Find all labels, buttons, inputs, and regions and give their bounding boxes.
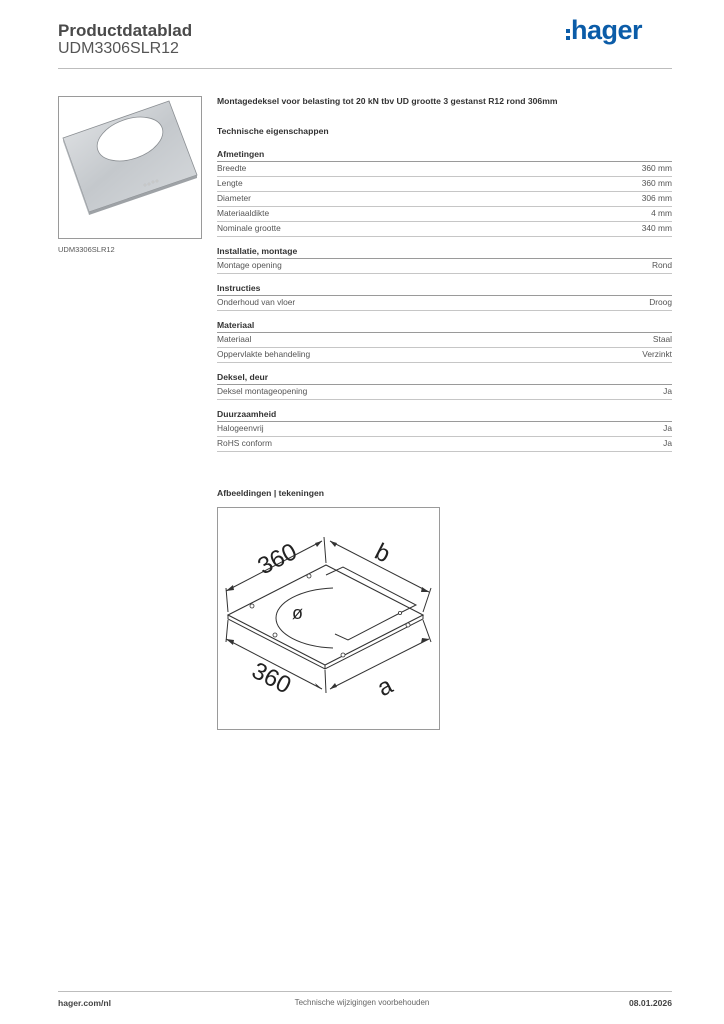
dimension-label-b: b: [370, 538, 395, 569]
spec-label: Materiaaldikte: [217, 208, 270, 218]
dimension-label-a: a: [372, 671, 398, 703]
product-image: [58, 96, 202, 239]
spec-row: [217, 348, 672, 363]
footer-divider: [58, 991, 672, 992]
spec-group-cover: [217, 372, 672, 400]
spec-label: Lengte: [217, 178, 243, 188]
spec-row: [217, 437, 672, 452]
group-title: Materiaal: [217, 320, 672, 333]
spec-label: RoHS conform: [217, 438, 272, 448]
spec-label: Halogeenvrij: [217, 423, 264, 433]
spec-value: Ja: [663, 386, 672, 396]
spec-row: [217, 177, 672, 192]
group-title: Instructies: [217, 283, 672, 296]
logo-dots-icon: [566, 29, 570, 33]
spec-row: [217, 207, 672, 222]
spec-row: [217, 162, 672, 177]
footer-note: Technische wijzigingen voorbehouden: [294, 998, 430, 1007]
group-title: Installatie, montage: [217, 246, 672, 259]
spec-row: [217, 385, 672, 400]
group-title: Afmetingen: [217, 149, 672, 162]
spec-value: Ja: [663, 438, 672, 448]
spec-value: 360 mm: [641, 163, 672, 173]
spec-label: Onderhoud van vloer: [217, 297, 296, 307]
spec-group-material: [217, 320, 672, 363]
brand-logo: hager: [566, 15, 642, 46]
header-divider: [58, 68, 672, 69]
spec-row: [217, 333, 672, 348]
spec-value: Ja: [663, 423, 672, 433]
technical-drawing: [217, 507, 440, 730]
diameter-symbol: ø: [292, 603, 303, 623]
spec-row: [217, 259, 672, 274]
spec-label: Breedte: [217, 163, 247, 173]
spec-label: Deksel montageopening: [217, 386, 308, 396]
spec-label: Oppervlakte behandeling: [217, 349, 311, 359]
spec-label: Nominale grootte: [217, 223, 281, 233]
group-title: Deksel, deur: [217, 372, 672, 385]
technical-properties-title: Technische eigenschappen: [217, 126, 329, 136]
spec-value: 306 mm: [641, 193, 672, 203]
product-image-caption: UDM3306SLR12: [58, 245, 115, 254]
dimension-label-bottom-width: 360: [247, 657, 296, 700]
spec-value: Verzinkt: [642, 349, 672, 359]
spec-group-installation: [217, 246, 672, 274]
group-title: Duurzaamheid: [217, 409, 672, 422]
footer-date: 08.01.2026: [628, 998, 672, 1008]
spec-value: Staal: [652, 334, 672, 344]
product-code: UDM3306SLR12: [58, 40, 179, 57]
spec-row: [217, 192, 672, 207]
spec-label: Diameter: [217, 193, 251, 203]
footer-website: hager.com/nl: [58, 998, 112, 1008]
spec-label: Materiaal: [217, 334, 252, 344]
spec-row: [217, 222, 672, 237]
dimension-drawing: [218, 508, 439, 729]
spec-value: Rond: [651, 260, 672, 270]
spec-value: 4 mm: [651, 208, 672, 218]
spec-row: [217, 296, 672, 311]
dimension-label-top-width: 360: [253, 538, 302, 581]
spec-section: [217, 96, 672, 461]
spec-group-sustainability: [217, 409, 672, 452]
spec-row: [217, 422, 672, 437]
product-description: Montagedeksel voor belasting tot 20 kN tbv UD grootte 3 gestanst R12 rond 306mm: [217, 96, 558, 106]
page-title: Productdatablad: [58, 21, 193, 40]
spec-group-instructions: [217, 283, 672, 311]
cover-plate-illustration: [59, 97, 201, 238]
spec-label: Montage opening: [217, 260, 282, 270]
spec-value: 360 mm: [641, 178, 672, 188]
spec-group-dimensions: [217, 149, 672, 237]
pictures-title: Afbeeldingen | tekeningen: [217, 488, 324, 498]
spec-value: 340 mm: [641, 223, 672, 233]
spec-value: Droog: [649, 297, 672, 307]
